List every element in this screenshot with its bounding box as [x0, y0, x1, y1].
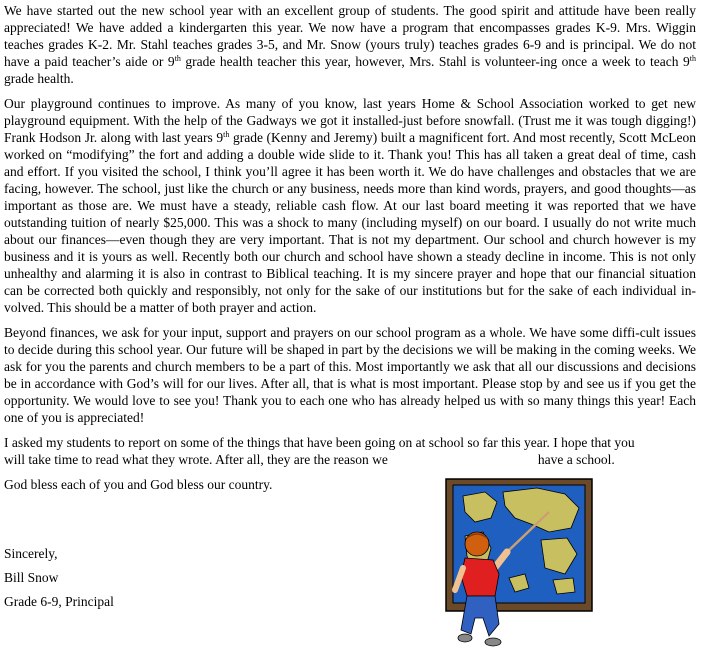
paragraph-program: Beyond finances, we ask for your input, support and prayers on our school program as a whole. We have some diffi-cult issues to decide during this school year. Our future will be shaped in part by the decisions we will be making in the coming weeks. We ask for you the parents and church members to be a part of this. Most importantly we ask that all our discussions and decisions be in accordance with God’s will for our lives. After all, that is what is most important. Please stop by and see us if you get the opportunity. We would love to see you! Thank you to each one who has already helped us with so many things this year! Each one of you is appreciated! — [4, 325, 696, 425]
letter-body — [4, 2, 696, 493]
signature-block — [4, 545, 204, 617]
paragraph-students-report: I asked my students to report on some of the things that have been going on at school so far this year. I hope that you will take time to read what they wrote. After all, they are the reason we have a school. — [4, 435, 635, 467]
student-pointing-at-map-icon — [445, 478, 593, 648]
paragraph-staff: We have started out the new school year with an excellent group of students. The good spirit and attitude have been really appreciated! We have added a kindergarten this year. We now have a program that encompasses grades K-9. Mrs. Wiggin teaches grades K-2. Mr. Stahl teaches grades 3-5, and Mr. Snow (yours truly) teaches grades 6-9 and is principal. We do not have a paid teacher’s aide or 9th grade health teacher this year, however, Mrs. Stahl is volunteer-ing once a week to teach 9th grade health. — [4, 3, 697, 86]
blessing-line: God bless each of you and God bless our country. — [4, 477, 273, 492]
paragraph-playground-finances: Our playground continues to improve. As many of you know, last years Home & School Association worked to get new playground equipment. With the help of the Gadways we got it installed-just before snowfall. (Trust me it was tough digging!) Frank Hodson Jr. along with last years 9th grade (Kenny and Jeremy) built a magnificent fort. And most recently, Scott McLeon worked on “modifying” the fort and adding a double wide slide to it. Thank you! This has all taken a great deal of time, cash and effort. If you visited the school, I think you’ll agree it has been worth it. We do have challenges and obstacles that we are facing, however. The school, just like the church or any business, needs more than kind words, prayers, and good thoughts—as important as those are. We must have a steady, reliable cash flow. At our last board meeting it was reported that we have outstanding tuition of nearly $25,000. This was a shock to many (including myself) on our board. I usually do not write much about our finances—even though they are very important. That is not my department. Our school and church however is my business and it is yours as well. Recently both our church and school have shown a steady decline in income. This is not only unhealthy and alarming it is also in contrast to Biblical teaching. It is my sincere prayer and hope that our financial situation can be corrected both quickly and responsibly, not only for the sake of our institutions but for the sake of each individual in-volved. This should be a matter of both prayer and action. — [4, 96, 696, 315]
closing: Sincerely, — [4, 546, 58, 561]
signer-name: Bill Snow — [4, 570, 59, 585]
signer-title: Grade 6-9, Principal — [4, 594, 114, 609]
